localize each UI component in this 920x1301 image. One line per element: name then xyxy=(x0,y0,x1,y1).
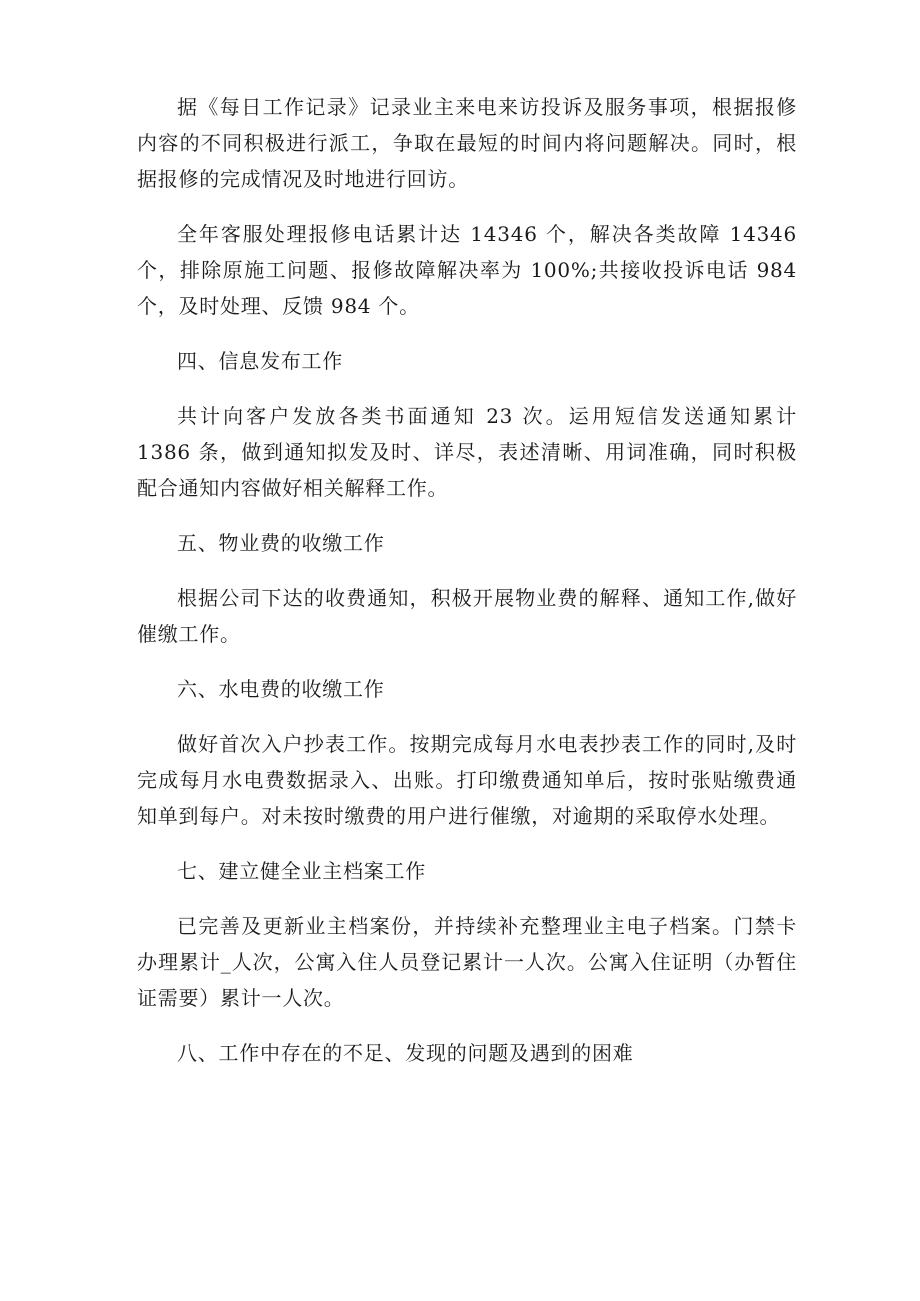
paragraph-repair-dispatch: 据《每日工作记录》记录业主来电来访投诉及服务事项，根据报修内容的不同积极进行派工，争取在最短的时间内将问题解决。同时，根据报修的完成情况及时地进行回访。 xyxy=(137,95,797,191)
section-heading-shortcomings: 八、工作中存在的不足、发现的问题及遇到的困难 xyxy=(177,1041,634,1065)
section-heading-utility-fee: 六、水电费的收缴工作 xyxy=(177,677,385,701)
paragraph-property-fee: 根据公司下达的收费通知，积极开展物业费的解释、通知工作,做好催缴工作。 xyxy=(137,586,797,646)
section-heading-property-fee: 五、物业费的收缴工作 xyxy=(177,531,385,555)
paragraph-utility-fee: 做好首次入户抄表工作。按期完成每月水电表抄表工作的同时,及时完成每月水电费数据录入、出账。打印缴费通知单后，按时张贴缴费通知单到每户。对未按时缴费的用户进行催缴，对逾期的采取停水处理。 xyxy=(137,732,797,828)
paragraph-repair-statistics: 全年客服处理报修电话累计达 14346 个，解决各类故障 14346 个，排除原施工问题、报修故障解决率为 100%;共接收投诉电话 984 个，及时处理、反馈 984 个。 xyxy=(137,222,797,318)
section-heading-owner-archives: 七、建立健全业主档案工作 xyxy=(177,859,426,883)
paragraph-owner-archives: 已完善及更新业主档案份，并持续补充整理业主电子档案。门禁卡办理累计_人次，公寓入住人员登记累计一人次。公寓入住证明（办暂住证需要）累计一人次。 xyxy=(137,914,797,1010)
document-body xyxy=(137,89,797,1090)
section-heading-information-release: 四、信息发布工作 xyxy=(177,349,343,373)
paragraph-information-release: 共计向客户发放各类书面通知 23 次。运用短信发送通知累计 1386 条，做到通知拟发及时、详尽，表述清晰、用词准确，同时积极配合通知内容做好相关解释工作。 xyxy=(137,404,797,500)
